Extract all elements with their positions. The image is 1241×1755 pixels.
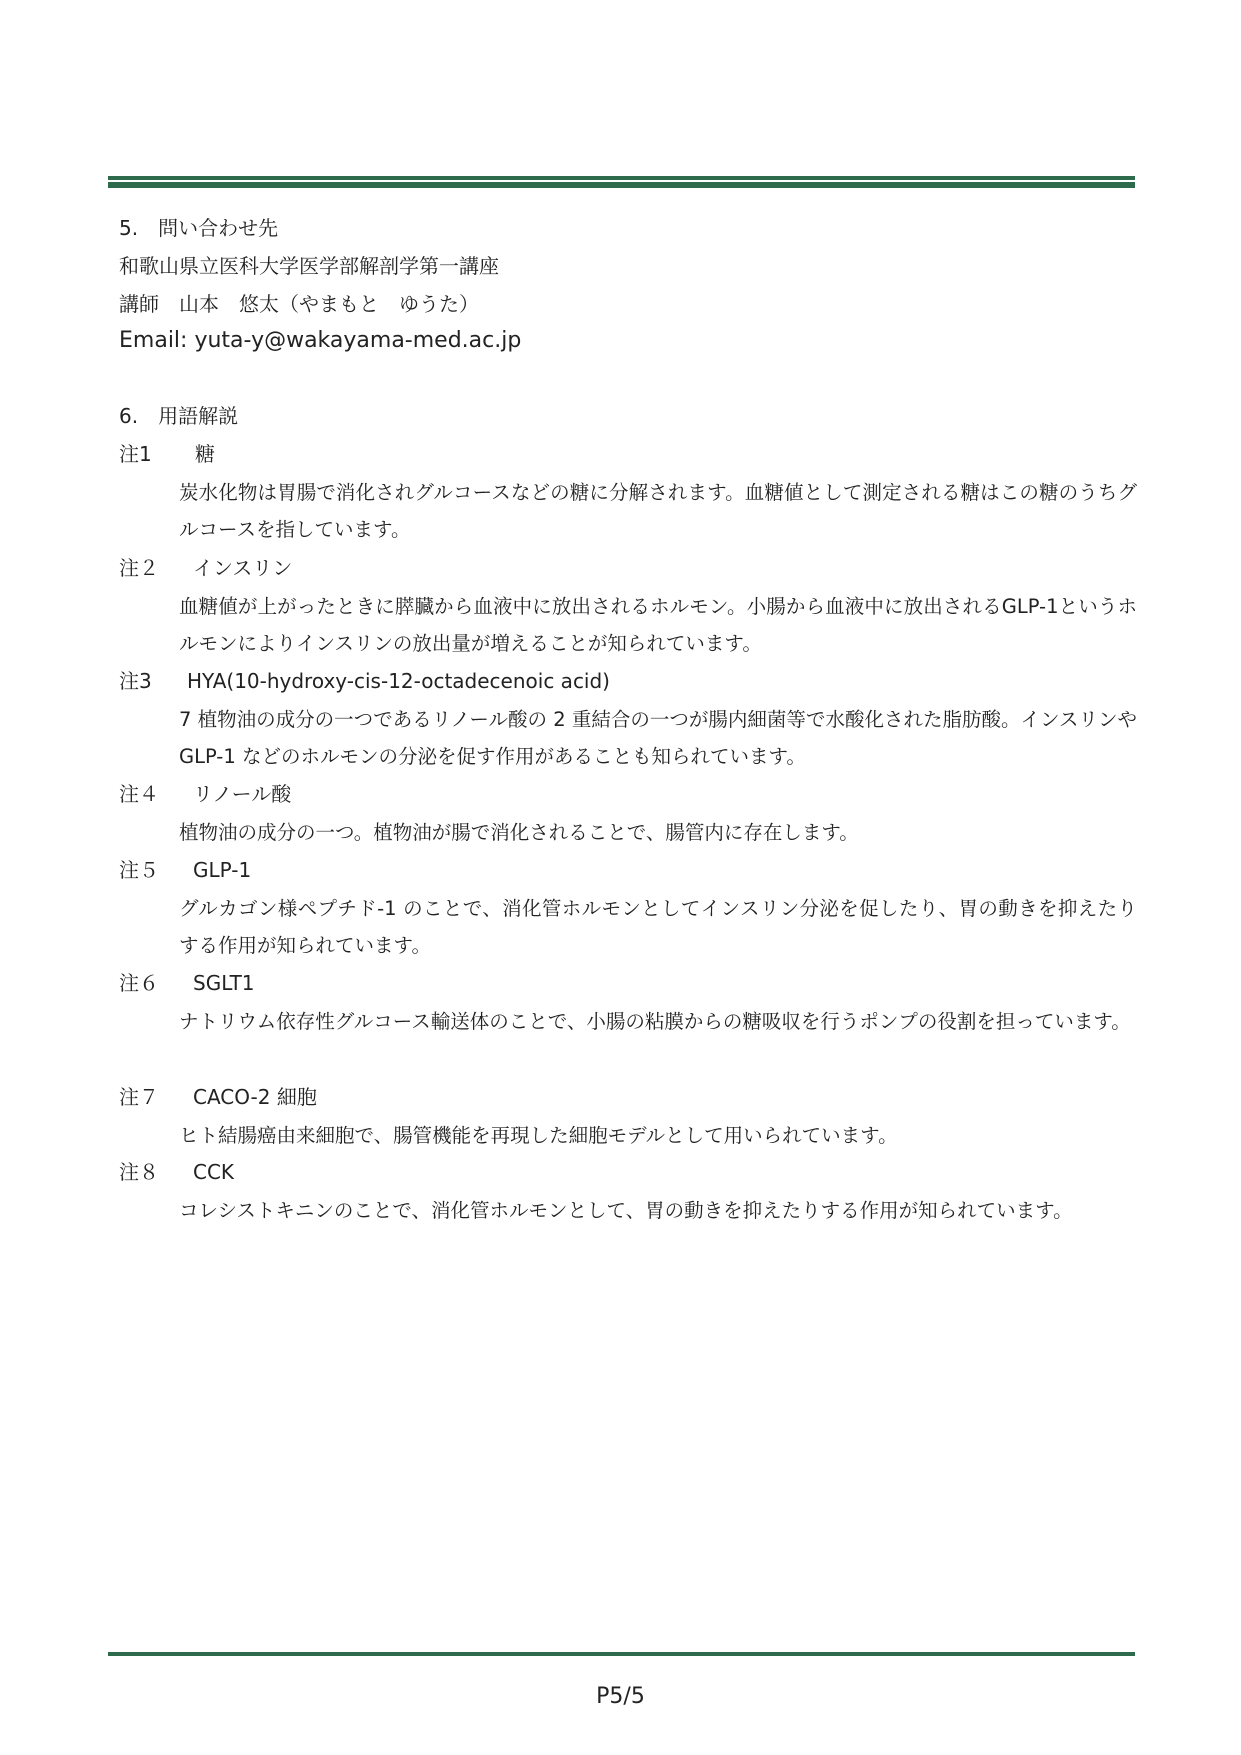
- note-title: 糖: [195, 442, 215, 466]
- note-body: ナトリウム依存性グルコース輸送体のことで、小腸の粘膜からの糖吸収を行うポンプの役割を担っています。: [179, 1010, 1131, 1033]
- header-rule: [108, 176, 1135, 188]
- note-body: コレシストキニンのことで、消化管ホルモンとして、胃の動きを抑えたりする作用が知られています。: [179, 1199, 1073, 1222]
- glossary-heading: 6. 用語解説: [119, 404, 239, 428]
- note-label: 注４: [119, 782, 159, 806]
- page-number: P5/5: [596, 1684, 645, 1709]
- contact-email: Email: yuta-y@wakayama-med.ac.jp: [119, 328, 522, 353]
- footer-rule: [108, 1652, 1135, 1656]
- note-label: 注７: [119, 1085, 159, 1109]
- note-body: グルカゴン様ペプチド-1 のことで、消化管ホルモンとしてインスリン分泌を促したり、胃の動きを抑えたりする作用が知られています。: [179, 897, 1137, 957]
- note-title: リノール酸: [193, 782, 292, 806]
- note-body: 炭水化物は胃腸で消化されグルコースなどの糖に分解されます。血糖値として測定される糖はこの糖のうちグルコースを指しています。: [179, 481, 1137, 541]
- note-body: ヒト結腸癌由来細胞で、腸管機能を再現した細胞モデルとして用いられています。: [179, 1124, 898, 1147]
- note-label: 注５: [119, 858, 159, 882]
- contact-org: 和歌山県立医科大学医学部解剖学第一講座: [119, 254, 499, 278]
- contact-person: 講師 山本 悠太（やまもと ゆうた）: [119, 292, 479, 316]
- note-body: 7 植物油の成分の一つであるリノール酸の 2 重結合の一つが腸内細菌等で水酸化された脂肪酸。インスリンや GLP-1 などのホルモンの分泌を促す作用があることも知られています。: [179, 708, 1137, 768]
- note-title: インスリン: [193, 556, 293, 580]
- note-body: 血糖値が上がったときに膵臓から血液中に放出されるホルモン。小腸から血液中に放出されるGLP-1というホルモンによりインスリンの放出量が増えることが知られています。: [179, 595, 1137, 655]
- note-body: 植物油の成分の一つ。植物油が腸で消化されることで、腸管内に存在します。: [179, 821, 859, 844]
- note-label: 注６: [119, 971, 159, 995]
- note-label: 注1: [119, 442, 152, 466]
- note-title: CACO-2 細胞: [193, 1085, 317, 1109]
- note-title: GLP-1: [193, 858, 252, 882]
- note-label: 注3: [119, 669, 152, 693]
- note-title: HYA(10-hydroxy-cis-12-octadecenoic acid): [187, 669, 610, 693]
- note-title: SGLT1: [193, 971, 255, 995]
- contact-heading: 5. 問い合わせ先: [119, 216, 279, 240]
- note-label: 注８: [119, 1160, 159, 1184]
- note-title: CCK: [193, 1160, 235, 1184]
- note-label: 注２: [119, 556, 159, 580]
